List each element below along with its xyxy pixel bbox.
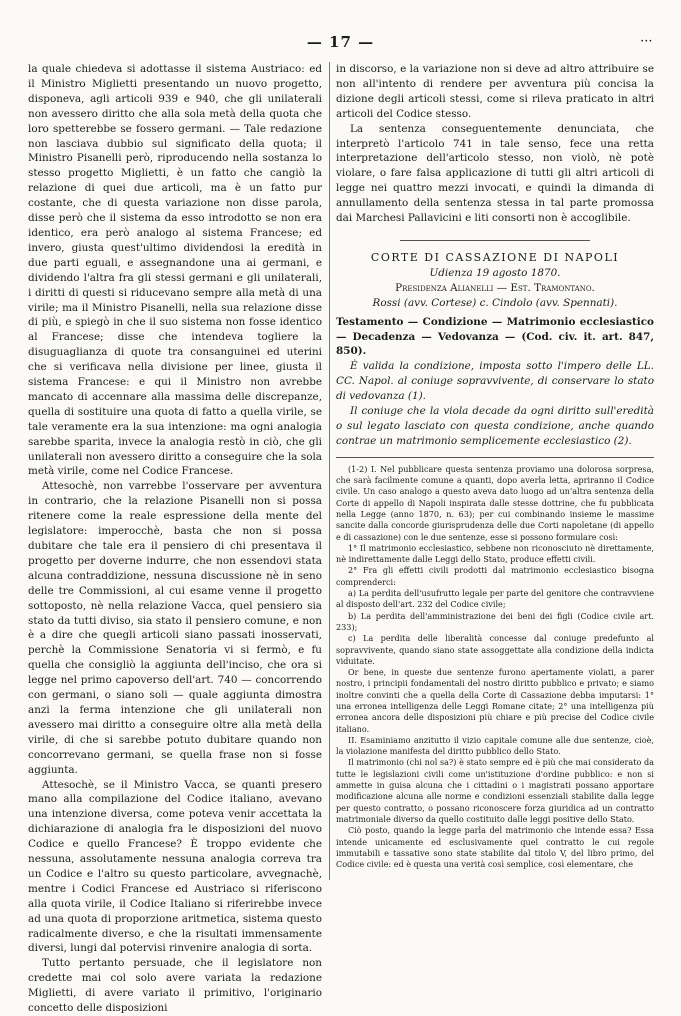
presidency: Presidenza Alianelli — Est. Tramontano. bbox=[395, 281, 595, 294]
footnotes bbox=[336, 457, 654, 871]
right-paragraph-1: in discorso, e la variazione non si deve ad altro attribuire se non all'intento di rendere per avventura più concisa la dizione degli articoli stessi, come si rileva praticato in altri articoli del Codice stesso. bbox=[336, 63, 654, 120]
section-rule bbox=[400, 240, 591, 241]
right-paragraph-2: La sentenza conseguentemente denunciata, che interpretò l'articolo 741 in tale senso, fece una retta interpretazione dell'articolo stesso, non violò, nè potè violare, o fare falsa applicazione di tutti gli altri articoli di legge nei quattro mezzi invocati, e quindi la dimanda di annullamento della sentenza stessa in tal parte promossa dai Marchesi Pallavicini e liti consorti non è accoglibile. bbox=[336, 122, 654, 225]
left-paragraph-2: Attesochè, non varrebbe l'osservare per avventura in contrario, che la relazione Pisanelli non si possa ritenere come la reale espressione della mente del legislatore: imperocchè, basta che non si possa dubitare che tale era il pensiero di chi presentava il progetto per doverne indurre, che non essendovi stata alcuna contraddizione, nessuna discussione nè in seno delle tre Commissioni, al cui esame venne il progetto sottoposto, nè nella relazione Vacca, quel pensiero sia stato da tutti diviso, sia stato il pensiero comune, e non è a dire che quegli articoli siano passati inosservati, perchè la Commissione Senatoria vi si fermò, e fu quella che consigliò la aggiunta dell'inciso, che ora si legge nel primo capoverso dell'art. 740 — concorrendo con germani, o siano soli — quale aggiunta dimostra anzi la ferma intenzione che gli unilaterali non avessero mai diritto a conseguire oltre alla metà della virile, di che si sarebbe potuto dubitare quando non concorrevano germani, se quella frase non si fosse aggiunta. bbox=[28, 480, 322, 776]
footnote-paragraph: a) La perdita dell'usufrutto legale per parte del genitore che contravviene al disposto dell'art. 232 del Codice civile; bbox=[336, 588, 654, 610]
page-number: — 17 — bbox=[306, 33, 375, 51]
footnote-paragraph: c) La perdita delle liberalità concesse dal coniuge predefunto al sopravvivente, quando siano state assoggettate alla condizione della indicta viduitate. bbox=[336, 633, 654, 666]
hearing-date: Udienza 19 agosto 1870. bbox=[429, 266, 561, 279]
footnote-paragraph: b) La perdita dell'amministrazione dei beni dei figli (Codice civile art. 233); bbox=[336, 610, 654, 632]
footnote-paragraph: Il matrimonio (chi nol sa?) è stato sempre ed è più che mai considerato da tutte le legislazioni civili come un'istituzione d'ordine pubblico: e non si ammette in guisa alcuna che i cittadini o i magistrati possano apportare modificazione alcuna alle norme e condizioni essenziali stabilite dalla legge per questo contratto, o possano riconoscere forza giuridica ad un contratto matrimoniale diverso da quello costituito dalle leggi positive dello Stato. bbox=[336, 757, 654, 824]
maxim-1: È valida la condizione, imposta sotto l'impero delle LL. CC. Napol. al coniuge sopravvivente, di conservare lo stato di vedovanza (1). bbox=[336, 360, 654, 403]
case-headnote: Testamento — Condizione — Matrimonio ecclesiastico — Decadenza — Vedovanza — (Cod. civ. it. art. 847, 850). bbox=[336, 315, 654, 358]
court-title: CORTE DI CASSAZIONE DI NAPOLI bbox=[370, 250, 620, 264]
footnote-paragraph: 2° Fra gli effetti civili prodotti dal matrimonio ecclesiastico bisogna comprenderci: bbox=[336, 565, 654, 587]
corner-mark: ··· bbox=[640, 37, 653, 47]
parties: Rossi (avv. Cortese) c. Cindolo (avv. Spennati). bbox=[372, 296, 618, 309]
footnote-paragraph: II. Esaminiamo anzitutto il vizio capitale comune alle due sentenze, cioè, la violazione manifesta del diritto pubblico dello Stato. bbox=[336, 734, 654, 757]
left-column bbox=[28, 62, 322, 1016]
footnote-paragraph: 1° Il matrimonio ecclesiastico, sebbene non riconosciuto nè direttamente, nè indirettamente dalle Leggi dello Stato, produce effetti civili. bbox=[336, 542, 654, 565]
right-column bbox=[336, 62, 654, 870]
left-paragraph-1: la quale chiedeva si adottasse il sistema Austriaco: ed il Ministro Miglietti presentando un nuovo progetto, disponeva, agli articoli 939 e 940, che gli unilaterali non avessero diritto che alla sola metà della quota che loro spetterebbe se fossero germani. — Tale redazione non lasciava dubbio sul significato della quota; il Ministro Pisanelli però, riproducendo nella sostanza lo stesso progetto Miglietti, è un fatto che cangiò la relazione di quei due articoli, ma è un fatto pur costante, che di questa variazione non disse parola, disse però che il sistema da esso introdotto se non era identico, era però analogo al sistema Francese; ed invero, giusta quest'ultimo dividendosi la eredità in due parti eguali, e assegnandone una ai germani, e dividendo l'altra fra gli stessi germani e gli unilaterali, i diritti di questi si riducevano sempre alla metà di una virile; ma il Ministro Pisanelli, nella sua relazione disse di più, e spiegò in che il suo sistema non fosse identico al Francese; disse che intendeva togliere la disuguaglianza di quote tra consanguinei ed uterini che si verificava nella divisione per linee, giusta il sistema Francese: e qui il Ministro non avrebbe mancato di accennare alla massima delle discrepanze, quella di sostituire una quota di fatto a quella virile, se tale veramente era la sua intenzione: ma ogni analogia sarebbe sparita, invece la analogia restò in ciò, che gli unilaterali non avessero diritto a conseguire che la sola metà virile, come nel Codice Francese. bbox=[28, 63, 322, 478]
footnote-paragraph: Or bene, in queste due sentenze furono apertamente violati, a parer nostro, i principii fondamentali del nostro diritto pubblico e privato; e siamo inoltre convinti che a quella della Corte di Cassazione debba imputarsi: 1° una erronea intelligenza delle Leggi Romane citate; 2° una intelligenza più erronea ancora delle disposizioni più chiare e più precise del Codice civile italiano. bbox=[336, 667, 654, 734]
left-paragraph-3: Attesochè, se il Ministro Vacca, se quanti presero mano alla compilazione del Codice italiano, avevano una intenzione diversa, come poteva venir accettata la dichiarazione di analogia fra le disposizioni del nuovo Codice e quello Francese? È troppo evidente che nessuna, assolutamente nessuna analogia correva tra un Codice e l'altro su questo particolare, avvegnachè, mentre i Codici Francese ed Austriaco si riferiscono alla quota virile, il Codice Italiano si riferirebbe invece ad una quota di proporzione aritmetica, sistema questo radicalmente diverso, e che la risultati immensamente diversi, lungi dal potervisi rinvenire analogia di sorta. bbox=[28, 778, 322, 955]
footnote-paragraph: (1-2) I. Nel pubblicare questa sentenza proviamo una dolorosa sorpresa, che sarà facilmente comune a quanti, dopo averla letta, apriranno il Codice civile. Un caso analogo a questo aveva dato luogo ad un'altra sentenza della Corte di appello di Napoli inspirata dalle stesse dottrine, che fu pubblicata nella Legge (anno 1870, n. 63); per cui combinando insieme le massime sancite dalla concorde giurisprudenza delle due Corti napoletane (di appello e di cassazione) con le due sentenze, esse si possono formulare così: bbox=[336, 463, 654, 542]
column-divider bbox=[329, 62, 330, 880]
footnote-rule bbox=[336, 457, 654, 458]
footnote-paragraph: Ciò posto, quando la legge parla del matrimonio che intende essa? Essa intende unicamente ed esclusivamente quel contratto le cui regole immutabili e tassative sono state stabilite dal titolo V, del libro primo, del Codice civile: ed è questa una verità così semplice, così elementare, che bbox=[336, 825, 654, 870]
maxim-2: Il coniuge che la viola decade da ogni diritto sull'eredità o sul legato lasciato con questa condizione, anche quando contrae un matrimonio semplicemente ecclesiastico (2). bbox=[336, 405, 654, 447]
left-paragraph-4: Tutto pertanto persuade, che il legislatore non credette mai col solo avere variata la redazione Miglietti, di avere variato il primitivo, l'originario concetto delle disposizioni bbox=[28, 957, 322, 1015]
